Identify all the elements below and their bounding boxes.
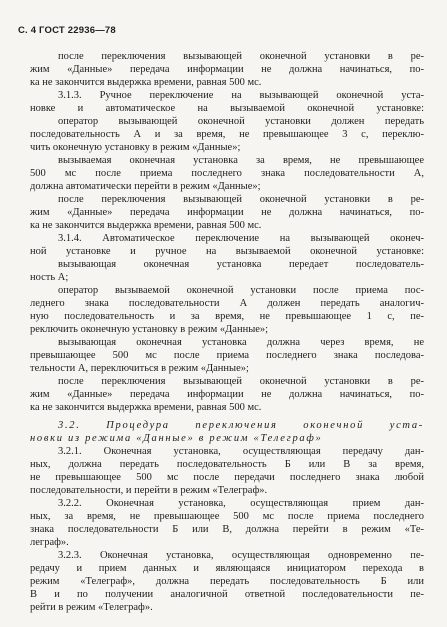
text-line: реключить оконечную установку в режим «Данные»; <box>30 324 269 335</box>
text-line: не превышающее 500 мс после передачи последнего знака любой <box>30 472 424 483</box>
text-line: последовательность А и за время, не превышающее 3 с, переклю- <box>30 129 424 140</box>
text-line: после переключения вызывающей оконечной установки в ре- <box>58 376 424 387</box>
document-body <box>30 50 424 614</box>
text-line: жим «Данные» передача информации не должна начинаться, по- <box>30 207 424 218</box>
text-line: оператор вызываемой оконечной установки после приема пос- <box>58 285 424 296</box>
text-line: вызывающая оконечная установка должна через время, не <box>58 337 424 348</box>
text-line: леграф». <box>30 537 69 548</box>
text-line: ка не закончится выдержка времени, равная 500 мс. <box>30 77 262 88</box>
text-line: ных, должна передать последовательность Б или В за время, <box>30 459 424 470</box>
text-line: последовательности, и перейти в режим «Телеграф». <box>30 485 268 496</box>
text-line: вызываемая оконечная установка за время, не превышающее <box>58 155 424 166</box>
text-line: ка не закончится выдержка времени, равная 500 мс. <box>30 220 262 231</box>
text-line: ной установке и ручное на вызываемой оконечной установке: <box>30 246 424 257</box>
text-line: после переключения вызывающей оконечной установки в ре- <box>58 194 424 205</box>
text-line: В и по получении аналогичной ответной последовательности пе- <box>30 589 424 600</box>
text-line: тельности А, переключиться в режим «Данные»; <box>30 363 249 374</box>
section-heading: 3.2. Процедура переключения оконечной уста- <box>58 420 424 431</box>
text-line: чить оконечную установку в режим «Данные»; <box>30 142 241 153</box>
text-line: ность А; <box>30 272 69 283</box>
text-line: вызывающая оконечная установка передает последователь- <box>58 259 424 270</box>
text-line: 3.2.1. Оконечная установка, осуществляющая передачу дан- <box>58 446 424 457</box>
text-line: ных, за время, не превышающее 500 мс после приема последнего <box>30 511 424 522</box>
text-line: должна автоматически перейти в режим «Данные»; <box>30 181 261 192</box>
text-line: 3.1.3. Ручное переключение на вызывающей оконечной уста- <box>58 90 424 101</box>
text-line: 3.2.2. Оконечная установка, осуществляющая прием дан- <box>58 498 424 509</box>
text-line: редачу и прием данных и являющаяся инициатором перехода в <box>30 563 424 574</box>
text-line: превышающее 500 мс после приема последнего знака последова- <box>30 350 424 361</box>
text-line: ка не закончится выдержка времени, равная 500 мс. <box>30 402 262 413</box>
text-line: оператор вызывающей оконечной установки должен передать <box>58 116 424 127</box>
text-line: рейти в режим «Телеграф». <box>30 602 153 613</box>
text-line: новке и автоматическое на вызываемой оконечной установке: <box>30 103 424 114</box>
section-heading: новки из режима «Данные» в режим «Телеграф» <box>30 433 323 444</box>
text-line: 3.1.4. Автоматическое переключение на вызывающей оконеч- <box>58 233 424 244</box>
text-line: жим «Данные» передача информации не должна начинаться, по- <box>30 64 424 75</box>
text-line: ную последовательность и за время, не превышающее 1 с, пе- <box>30 311 424 322</box>
text-line: жим «Данные» передача информации не должна начинаться, по- <box>30 389 424 400</box>
text-line: леднего знака последовательности А должен передать аналогич- <box>30 298 424 309</box>
page-header: С. 4 ГОСТ 22936—78 <box>18 25 116 36</box>
text-line: после переключения вызывающей оконечной установки в ре- <box>58 51 424 62</box>
text-line: 500 мс после приема последнего знака последовательности А, <box>30 168 424 179</box>
text-line: 3.2.3. Оконечная установка, осуществляющая одновременно пе- <box>58 550 424 561</box>
text-line: знака последовательности Б или В, должна перейти в режим «Те- <box>30 524 424 535</box>
text-line: режим «Телеграф», должна передать последовательность Б или <box>30 576 424 587</box>
